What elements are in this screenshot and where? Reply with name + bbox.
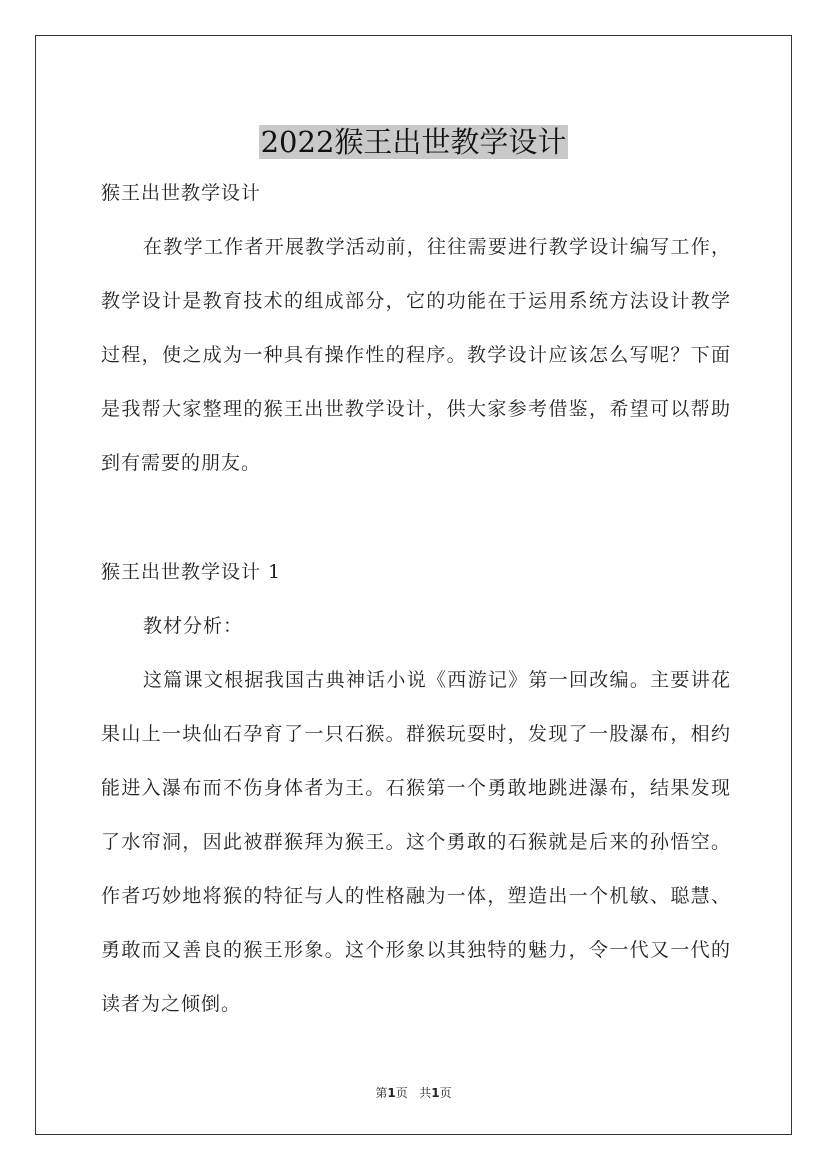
- intro-section: [101, 220, 731, 490]
- document-subtitle: 猴王出世教学设计: [101, 182, 262, 204]
- document-title-text: 2022猴王出世教学设计: [260, 125, 567, 160]
- analysis-section: [101, 653, 731, 1031]
- analysis-paragraph: 这篇课文根据我国古典神话小说《西游记》第一回改编。主要讲花果山上一块仙石孕育了一只石猴。群猴玩耍时，发现了一股瀑布，相约能进入瀑布而不伤身体者为王。石猴第一个勇敢地跳进瀑布，结果发现了水帘洞，因此被群猴拜为猴王。这个勇敢的石猴就是后来的孙悟空。作者巧妙地将猴的特征与人的性格融为一体，塑造出一个机敏、聪慧、勇敢而又善良的猴王形象。这个形象以其独特的魅力，令一代又一代的读者为之倾倒。: [101, 669, 731, 1015]
- footer-total-suffix: 页: [439, 1086, 452, 1100]
- footer-page-total: 1: [431, 1086, 440, 1100]
- analysis-label: 教材分析：: [143, 615, 244, 637]
- section-heading: 猴王出世教学设计 1: [101, 561, 282, 583]
- document-title: [0, 123, 827, 161]
- footer-page-current: 1: [387, 1086, 396, 1100]
- footer-total-prefix: 共: [419, 1086, 432, 1100]
- footer-page-prefix: 第: [375, 1086, 388, 1100]
- intro-paragraph: 在教学工作者开展教学活动前，往往需要进行教学设计编写工作，教学设计是教育技术的组成部分，它的功能在于运用系统方法设计教学过程，使之成为一种具有操作性的程序。教学设计应该怎么写呢？下面是我帮大家整理的猴王出世教学设计，供大家参考借鉴，希望可以帮助到有需要的朋友。: [101, 236, 731, 474]
- footer-page-suffix: 页: [395, 1086, 408, 1100]
- page-footer: [0, 1084, 827, 1101]
